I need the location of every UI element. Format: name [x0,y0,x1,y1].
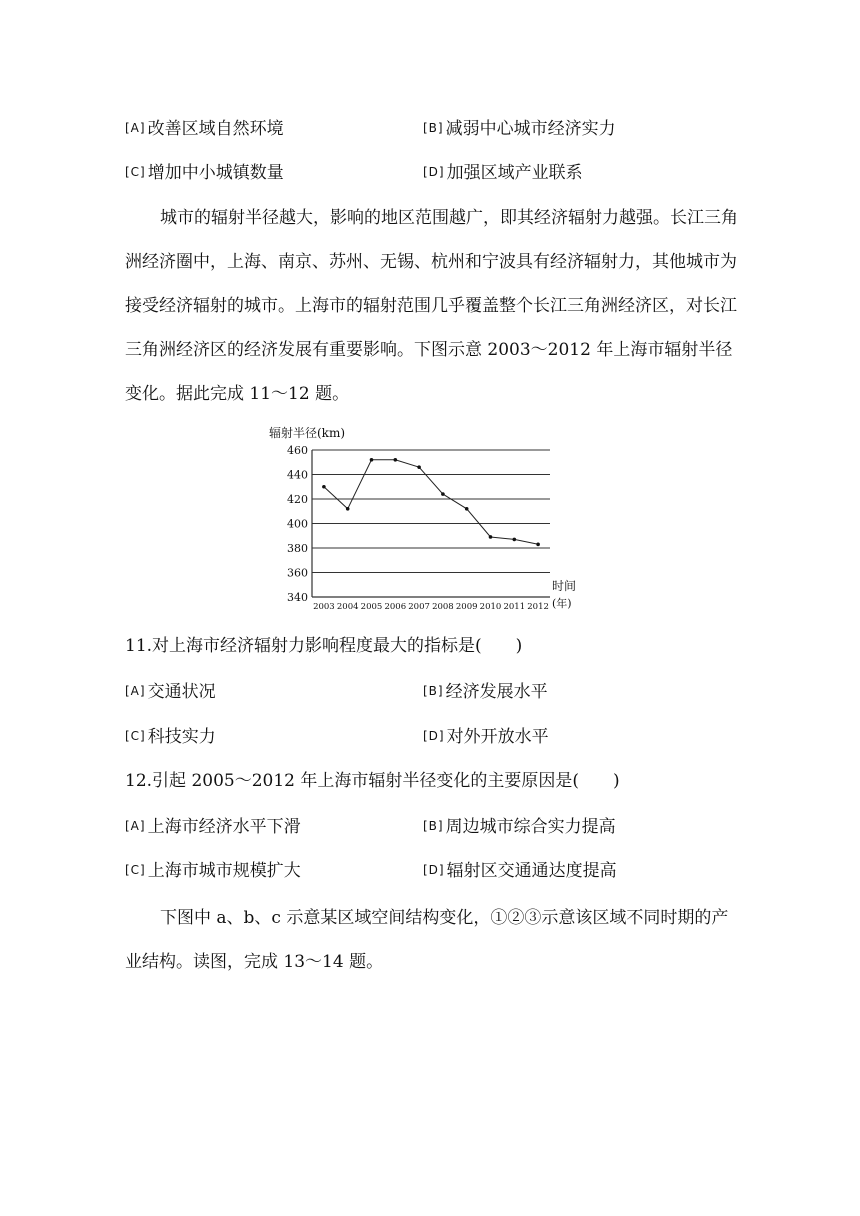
q11-option-d[interactable] [423,719,549,754]
chart-y-tick-label: 380 [287,542,308,555]
chart-y-axis-label: 辐射半径(km) [269,426,346,440]
chart-x-tick-label: 2009 [455,602,478,612]
chart-data-point [536,543,540,547]
q11-options-row-1 [125,674,765,708]
q10-option-c[interactable] [125,155,284,190]
chart-data-point [513,538,517,542]
option-text: 经济发展水平 [445,682,548,702]
q11-stem: 11.对上海市经济辐射力影响程度最大的指标是( ) [125,636,523,656]
option-text: 加强区域产业联系 [446,163,583,183]
option-letter: [C] [125,165,146,179]
option-letter: [A] [125,819,146,833]
option-text: 上海市城市规模扩大 [147,861,301,881]
chart-x-tick-label: 2010 [479,602,502,612]
chart-data-point [489,535,493,539]
option-letter: [B] [423,121,444,135]
q11-option-c[interactable] [125,719,216,754]
q10-options-row-2 [125,155,765,189]
q11-options-row-2 [125,719,765,753]
chart-data-point [370,458,374,462]
option-letter: [C] [125,863,146,877]
chart-data-point [346,507,350,511]
option-text: 对外开放水平 [446,727,549,747]
chart-y-tick-label: 400 [287,517,308,531]
chart-y-tick-label: 420 [287,493,308,506]
option-text: 上海市经济水平下滑 [147,817,301,837]
chart-x-tick-label: 2012 [527,602,549,612]
passage-spatial-structure: 下图中 a、b、c 示意某区域空间结构变化，①②③示意该区域不同时期的产业结构。读图，完成 13～14 题。 [125,908,729,972]
q10-options-row-1 [125,111,765,145]
option-text: 周边城市综合实力提高 [445,817,616,837]
q11-option-b[interactable] [423,674,548,709]
chart-data-point [417,465,421,469]
chart-data-point [322,485,326,489]
option-letter: [D] [423,165,445,179]
option-letter: [A] [125,684,146,698]
chart-x-axis-label: 时间 [552,579,577,593]
chart-y-tick-label: 440 [287,468,308,482]
chart-data-point [465,507,469,511]
q12-options-row-1 [125,809,765,843]
q12-option-d[interactable] [423,853,617,888]
option-letter: [A] [125,121,146,135]
chart-y-tick-label: 340 [287,591,308,604]
chart-x-tick-label: 2003 [313,602,335,612]
q12-option-b[interactable] [423,809,616,844]
chart-x-tick-label: 2006 [384,602,407,612]
option-text: 交通状况 [147,682,216,702]
chart-x-tick-label: 2007 [408,602,430,612]
option-letter: [D] [423,863,445,877]
chart-x-tick-label: 2011 [503,602,526,612]
q12-stem: 12.引起 2005～2012 年上海市辐射半径变化的主要原因是( ) [125,771,620,791]
option-text: 增加中小城镇数量 [147,163,284,183]
q12-option-a[interactable] [125,809,301,844]
q10-option-a[interactable] [125,111,284,146]
q10-option-b[interactable] [423,111,616,146]
option-text: 辐射区交通通达度提高 [446,861,617,881]
chart-series-line [324,460,538,545]
option-text: 减弱中心城市经济实力 [445,119,616,139]
q12-options-row-2 [125,853,765,887]
chart-data-point [394,458,398,462]
q11-option-a[interactable] [125,674,216,709]
passage-radiation-radius: 城市的辐射半径越大，影响的地区范围越广，即其经济辐射力越强。长江三角洲经济圈中，上海、南京、苏州、无锡、杭州和宁波具有经济辐射力，其他城市为接受经济辐射的城市。上海市的辐射范围几乎覆盖整个长江三角洲经济区，对长江三角洲经济区的经济发展有重要影响。下图示意 2003～2012 年上海市辐射半径变化。据此完成 11～12 题。 [125,208,738,404]
chart-x-tick-label: 2004 [336,602,359,612]
option-letter: [D] [423,729,445,743]
chart-x-tick-label: 2005 [360,602,383,612]
chart-x-axis-unit: (年) [552,597,572,610]
chart-data-point [441,492,445,496]
option-text: 改善区域自然环境 [147,119,284,139]
chart-y-tick-label: 360 [287,566,308,580]
option-letter: [C] [125,729,146,743]
q12-option-c[interactable] [125,853,301,888]
radiation-radius-chart [258,418,588,616]
option-letter: [B] [423,819,444,833]
q10-option-d[interactable] [423,155,583,190]
option-text: 科技实力 [147,727,216,747]
chart-x-tick-label: 2008 [432,602,454,612]
option-letter: [B] [423,684,444,698]
chart-y-tick-label: 460 [287,444,308,457]
